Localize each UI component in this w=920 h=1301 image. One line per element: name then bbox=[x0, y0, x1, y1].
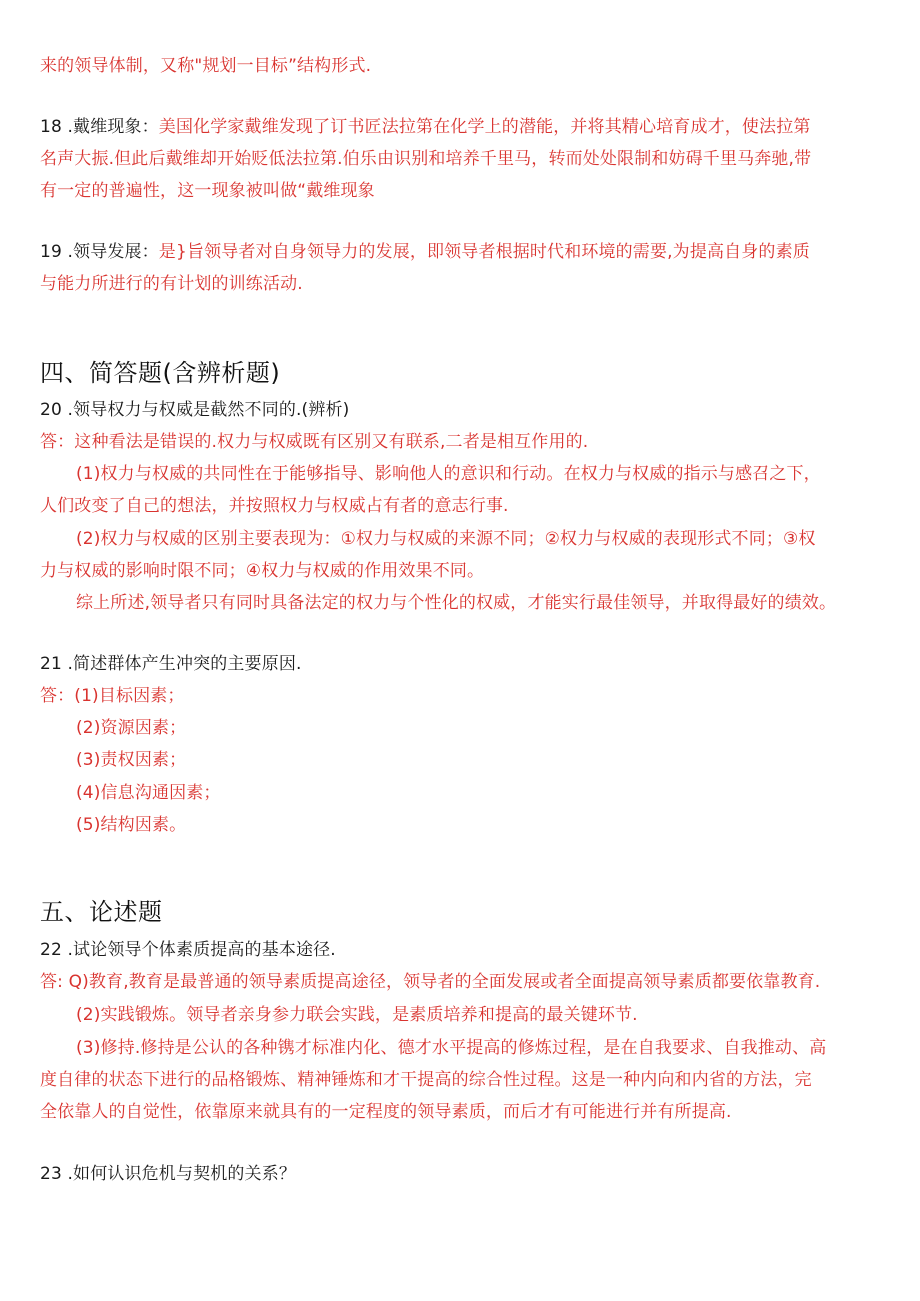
term-19-line-2: 与能力所进行的有计划的训练活动. bbox=[40, 274, 303, 294]
term-19-title: 领导发展： bbox=[73, 242, 159, 262]
answer-21-line-1: 答：(1)目标因素； bbox=[40, 686, 185, 706]
question-20: 20 .领导权力与权威是截然不同的.(辨析) bbox=[40, 400, 350, 420]
term-19-definition: 是}旨领导者对自身领导力的发展，即领导者根据时代和环境的需要,为提高自身的素质 bbox=[158, 242, 810, 262]
answer-20-line-1: 答：这种看法是错误的.权力与权威既有区别又有联系,二者是相互作用的. bbox=[40, 432, 589, 452]
term-18-title: 戴维现象： bbox=[73, 117, 159, 137]
answer-21-line-5: (5)结构因素。 bbox=[76, 815, 187, 835]
question-21: 21 .简述群体产生冲突的主要原因. bbox=[40, 654, 302, 674]
answer-22-line-3: (3)修持.修持是公认的各种镌才标准内化、德才水平提高的修炼过程，是在自我要求、自我推动、高 bbox=[76, 1038, 827, 1058]
question-22: 22 .试论领导个体素质提高的基本途径. bbox=[40, 940, 336, 960]
answer-20-line-4: (2)权力与权威的区别主要表现为：①权力与权威的来源不同；②权力与权威的表现形式不同；③权 bbox=[76, 529, 816, 549]
answer-20-line-6: 综上所述,领导者只有同时具备法定的权力与个性化的权威，才能实行最佳领导，并取得最好的绩效。 bbox=[76, 593, 837, 613]
answer-22-line-1: 答: Q)教育,教育是最普通的领导素质提高途径，领导者的全面发展或者全面提高领导素质都要依靠教育. bbox=[40, 972, 821, 992]
term-19-number: 19 . bbox=[40, 242, 74, 262]
answer-22-line-5: 全依靠人的自觉性，依靠原来就具有的一定程度的领导素质，而后才有可能进行并有所提高. bbox=[40, 1102, 732, 1122]
section-5-heading: 五、论述题 bbox=[40, 898, 163, 926]
answer-20-line-2: (1)权力与权威的共同性在于能够指导、影响他人的意识和行动。在权力与权威的指示与感召之下， bbox=[76, 464, 821, 484]
answer-20-line-3: 人们改变了自己的想法，并按照权力与权威占有者的意志行事. bbox=[40, 496, 509, 516]
term-19-line-1 bbox=[40, 240, 810, 264]
section-4-heading: 四、简答题(含辨析题) bbox=[40, 359, 281, 387]
answer-21-line-2: (2)资源因素； bbox=[76, 718, 187, 738]
answer-20-line-5: 力与权威的影响时限不同；④权力与权威的作用效果不同。 bbox=[40, 561, 485, 581]
answer-21-line-4: (4)信息沟通因素； bbox=[76, 783, 221, 803]
answer-22-line-4: 度自律的状态下进行的品格锻炼、精神锤炼和才干提高的综合性过程。这是一种内向和内省的方法，完 bbox=[40, 1070, 812, 1090]
answer-21-line-3: (3)责权因素； bbox=[76, 750, 187, 770]
term-18-line-3: 有一定的普遍性，这一现象被叫做“戴维现象 bbox=[40, 181, 375, 201]
term-18-line-1 bbox=[40, 115, 811, 139]
answer-22-line-2: (2)实践锻炼。领导者亲身参力联会实践，是素质培养和提高的最关键环节. bbox=[76, 1005, 638, 1025]
question-23: 23 .如何认识危机与契机的关系？ bbox=[40, 1164, 296, 1184]
term-18-number: 18 . bbox=[40, 117, 74, 137]
continuation-line: 来的领导体制，又称"规划一目标”结构形式. bbox=[40, 56, 372, 76]
term-18-line-2: 名声大振.但此后戴维却开始贬低法拉第.伯乐由识别和培养千里马，转而处处限制和妨碍千里马奔驰,带 bbox=[40, 149, 812, 169]
term-18-definition: 美国化学家戴维发现了订书匠法拉第在化学上的潜能，并将其精心培育成才，使法拉第 bbox=[158, 117, 811, 137]
